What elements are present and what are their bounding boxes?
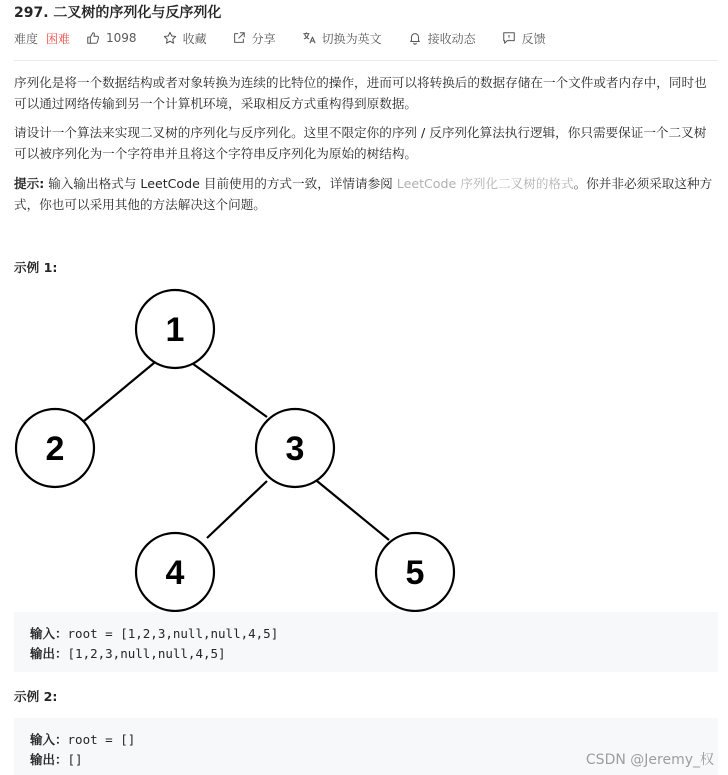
notify-button[interactable] (408, 30, 476, 47)
like-button[interactable] (86, 31, 137, 45)
example-1-title: 示例 1: (14, 260, 58, 275)
input-value: root = [] (67, 732, 136, 747)
example-1-output-line (30, 644, 226, 662)
description-paragraph-1: 序列化是将一个数据结构或者对象转换为连续的比特位的操作，进而可以将转换后的数据存储在一个文件或者内存中，同时也可以通过网络传输到另一个计算机环境，采取相反方式重构得到原数据。 (14, 75, 707, 111)
share-label: 分享 (251, 31, 276, 46)
input-label: 输入： (30, 626, 68, 641)
description-paragraph-2: 请设计一个算法来实现二叉树的序列化与反序列化。这里不限定你的序列 / 反序列化算法执行逻辑，你只需要保证一个二叉树可以被序列化为一个字符串并且将这个字符串反序列化为原始的树结构。 (14, 125, 707, 161)
tree-edge (84, 358, 160, 421)
tree-edge (189, 361, 267, 417)
favorite-label: 收藏 (182, 31, 207, 46)
csdn-watermark: CSDN @Jeremy_权 (585, 752, 714, 768)
input-value: root = [1,2,3,null,null,4,5] (67, 626, 279, 641)
example-2-title: 示例 2: (14, 689, 58, 704)
hint-paragraph (14, 173, 718, 215)
output-label: 输出： (30, 752, 68, 767)
feedback-button[interactable] (502, 30, 546, 47)
tree-edge (207, 481, 267, 538)
example-2-input-line (30, 730, 135, 748)
bell-icon (408, 31, 422, 45)
translate-icon (302, 31, 316, 45)
header-divider (14, 60, 718, 61)
tree-node-label: 4 (165, 554, 185, 592)
difficulty (14, 30, 70, 47)
difficulty-label: 难度 (14, 31, 39, 46)
serialization-format-link[interactable]: LeetCode 序列化二叉树的格式 (396, 176, 574, 191)
feedback-icon (502, 31, 516, 45)
problem-title: 297. 二叉树的序列化与反序列化 (14, 5, 222, 21)
difficulty-value: 困难 (46, 31, 71, 46)
output-value: [] (67, 752, 83, 767)
example-1-code-block (14, 612, 718, 672)
tree-node-label: 5 (405, 554, 425, 592)
input-label: 输入： (30, 732, 68, 747)
thumbs-up-icon (86, 31, 100, 45)
example-1-tree-diagram (14, 288, 464, 613)
tree-node-label: 3 (285, 430, 305, 468)
problem-meta-bar (14, 29, 546, 47)
example-2-output-line (30, 750, 83, 768)
tree-node-label: 1 (165, 311, 185, 349)
tree-node-label: 2 (45, 430, 65, 468)
favorite-button[interactable] (163, 30, 207, 47)
hint-label: 提示: (14, 176, 45, 191)
output-value: [1,2,3,null,null,4,5] (67, 646, 226, 661)
switch-language-label: 切换为英文 (321, 31, 382, 46)
star-icon (163, 31, 177, 45)
tree-edges (84, 358, 389, 540)
notify-label: 接收动态 (427, 31, 476, 46)
hint-text-1: 输入输出格式与 LeetCode 目前使用的方式一致，详情请参阅 (44, 176, 397, 191)
output-label: 输出： (30, 646, 68, 661)
like-count: 1098 (106, 31, 137, 45)
tree-edge (317, 481, 389, 540)
example-1-input-line (30, 624, 278, 642)
share-icon (232, 31, 246, 45)
hint-text-2: 。你并非必须采取这种方式，你也可以采用其他的方法解决这个问题。 (14, 176, 713, 212)
share-button[interactable] (232, 30, 276, 47)
feedback-label: 反馈 (521, 31, 546, 46)
switch-language-button[interactable] (302, 30, 382, 47)
